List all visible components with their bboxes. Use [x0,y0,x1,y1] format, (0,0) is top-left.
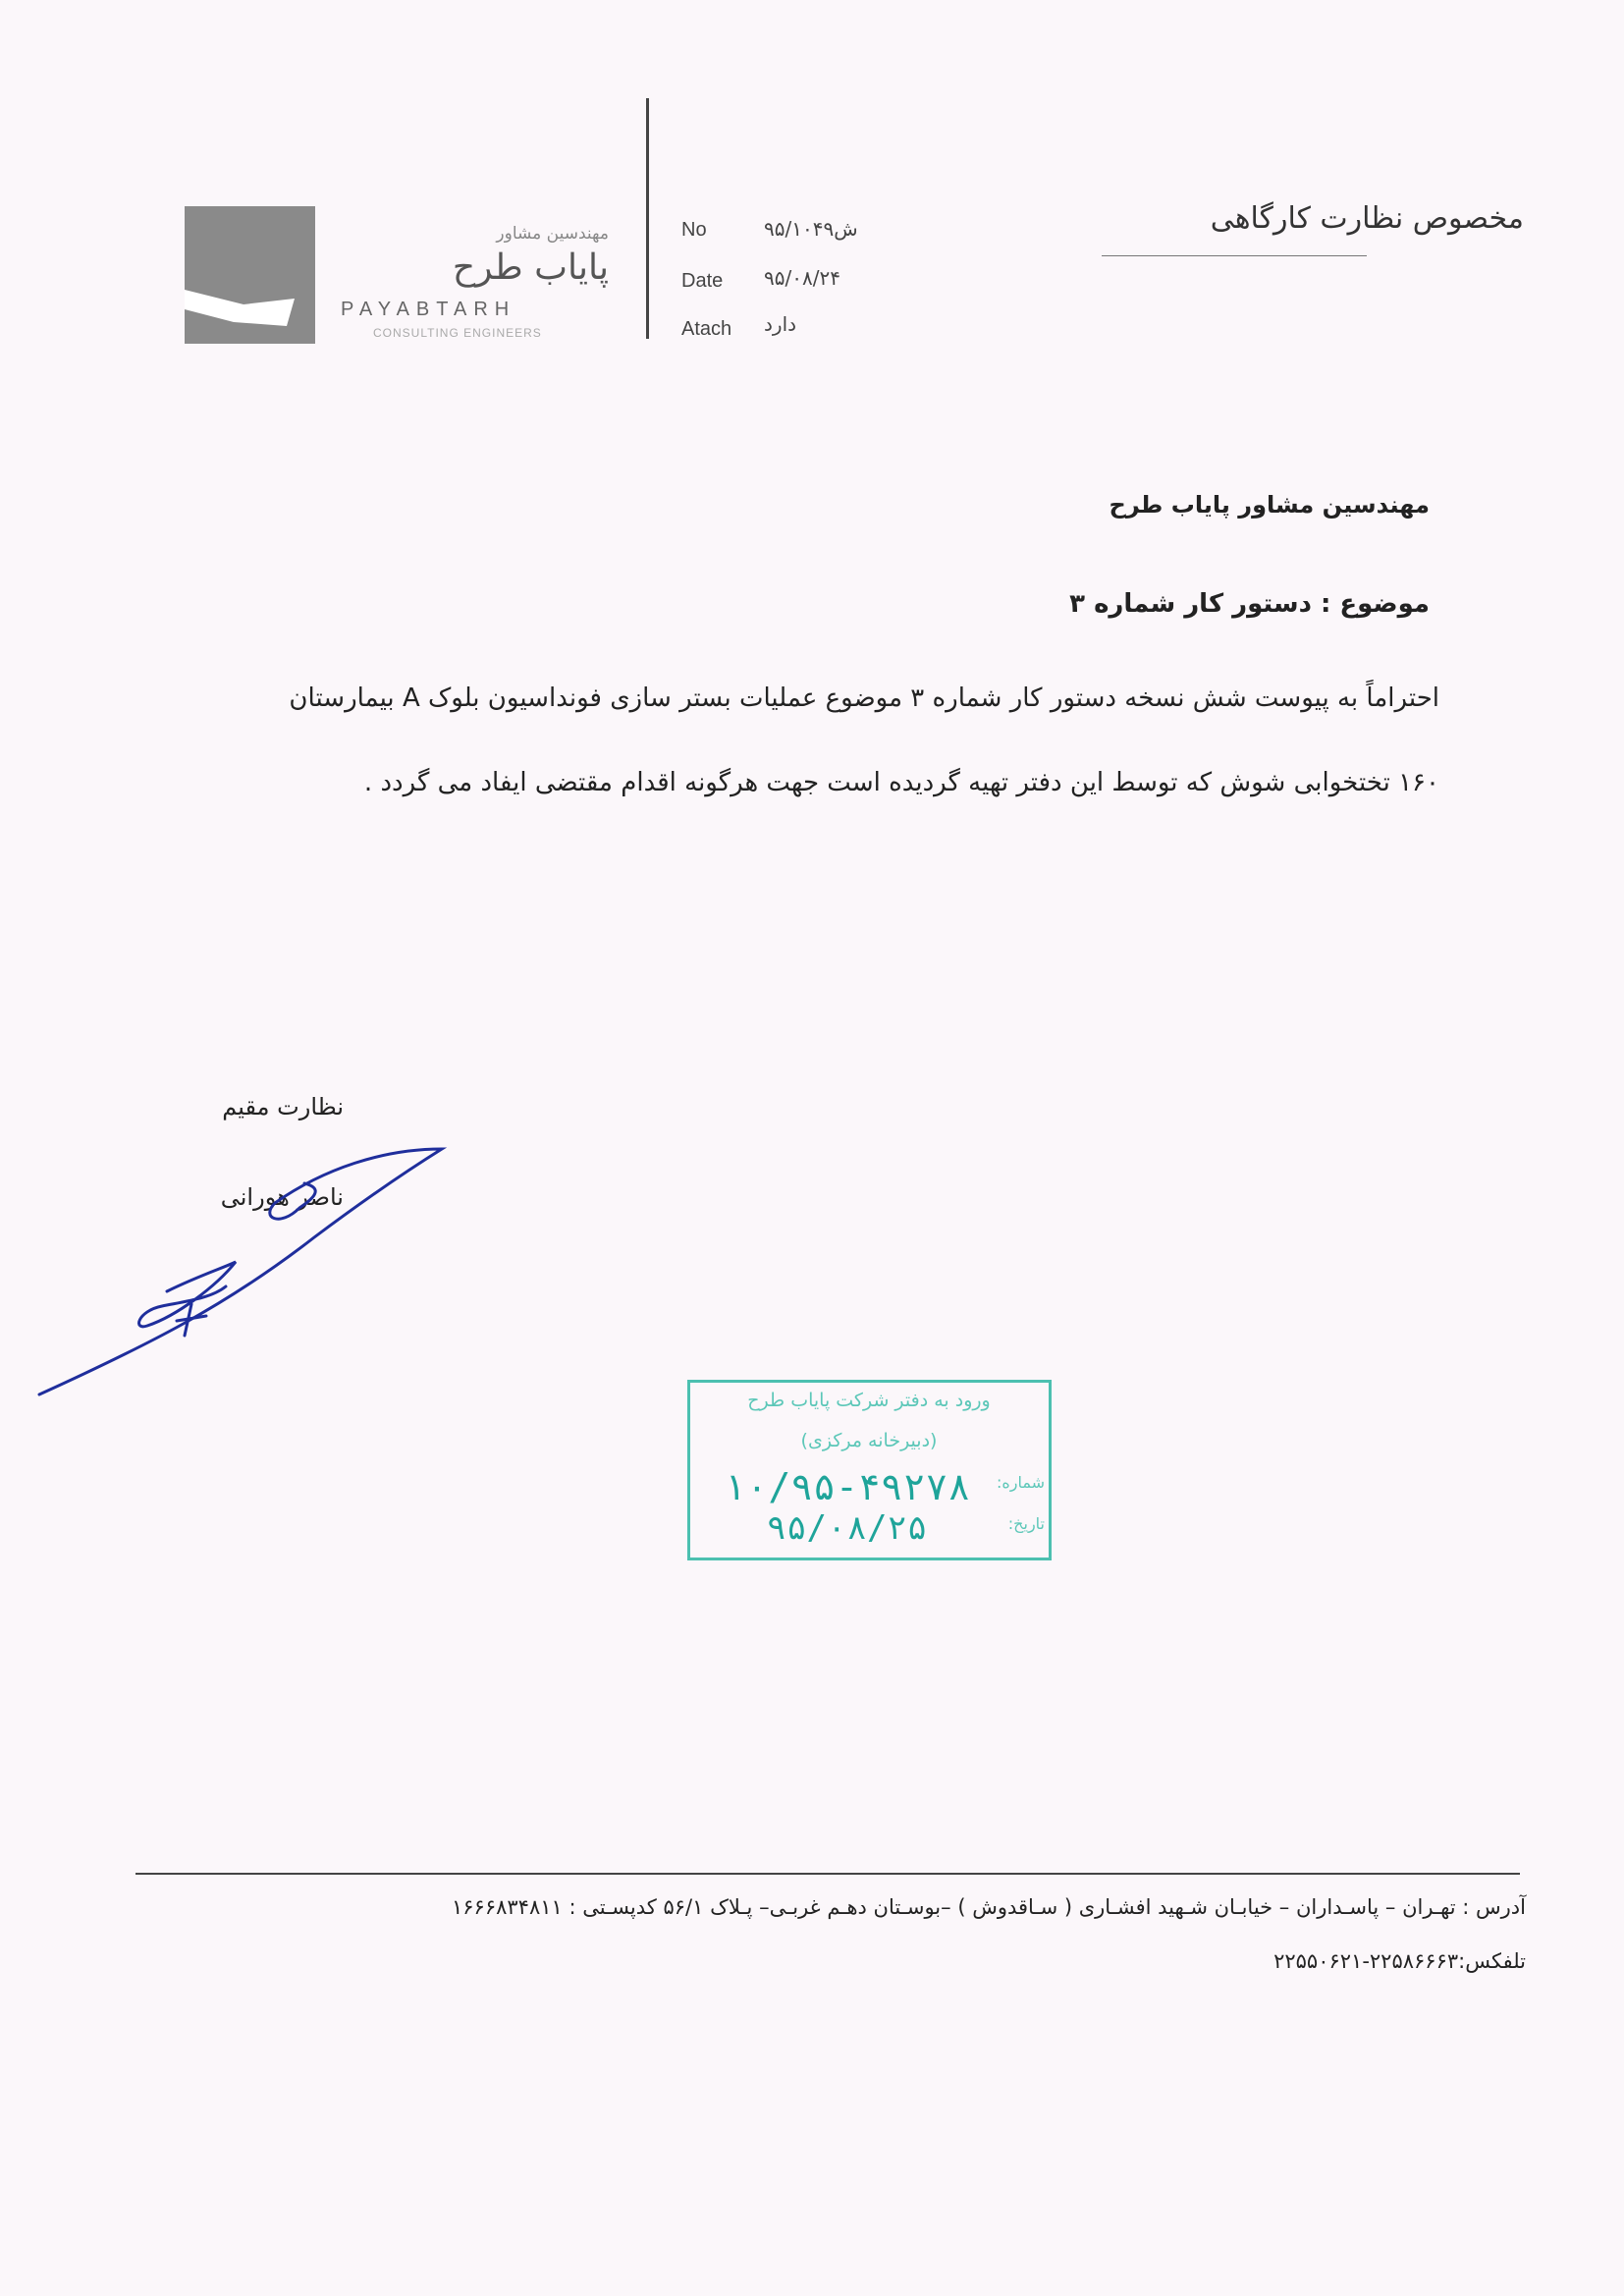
header-divider [646,98,649,339]
recipient: مهندسین مشاور پایاب طرح [1109,491,1430,519]
stamp-date-label: تاریخ: [1007,1514,1045,1533]
logo-tagline: CONSULTING ENGINEERS [373,326,542,340]
signatory-title: نظارت مقیم [222,1093,344,1121]
date-label: Date [681,270,724,292]
stamp-number-value: ۱۰/۹۵-۴۹۲۷۸ [723,1465,971,1508]
body-line-2: ۱۶۰ تختخوابی شوش که توسط این دفتر تهیه گردیده است جهت هرگونه اقدام مقتضی ایفاد می گردد . [363,768,1439,797]
attachment-label: Atach [681,318,732,340]
logo-shape-icon [185,206,315,344]
classification-note: مخصوص نظارت کارگاهی [1210,201,1524,236]
company-logo-mark [185,206,315,344]
date-value: ۹۵/۰۸/۲۴ [764,266,840,290]
logo-name-fa-small: مهندسین مشاور [496,224,609,244]
number-label: No [681,219,707,241]
handwritten-signature [29,1129,579,1404]
logo-name-fa: پایاب طرح [452,247,609,288]
number-value: ۹۵/۱۰۴۹ش [764,217,858,241]
stamp-title: ورود به دفتر شرکت پایاب طرح [747,1390,991,1411]
logo-name-en: PAYABTARH [341,299,516,320]
stamp-subtitle: (دبیرخانه مرکزی) [800,1430,938,1451]
footer-address: آدرس : تهـران – پاسـداران – خیابـان شـهید افشـاری ( سـاقدوش ) –بوسـتان دهـم غربـی– پـلاک ۵۶/۱ کدپسـتی : ۱۶۶۶۸۳۴۸۱۱ [451,1895,1526,1919]
stamp-date-value: ۹۵/۰۸/۲۵ [766,1508,928,1548]
attachment-value: دارد [764,312,797,336]
subject: موضوع : دستور کار شماره ۳ [1069,589,1430,619]
footer-divider [135,1873,1520,1875]
stamp-number-label: شماره: [996,1473,1045,1492]
footer-telfax: تلفکس:۲۲۵۸۶۶۶۳-۲۲۵۵۰۶۲۱ [1273,1949,1526,1973]
classification-underline [1102,255,1367,256]
signatory-name: ناصر هورانی [220,1183,344,1211]
body-line-1: احتراماً به پیوست شش نسخه دستور کار شماره ۳ موضوع عملیات بستر سازی فونداسیون بلوک A بیمارستان [289,683,1439,713]
